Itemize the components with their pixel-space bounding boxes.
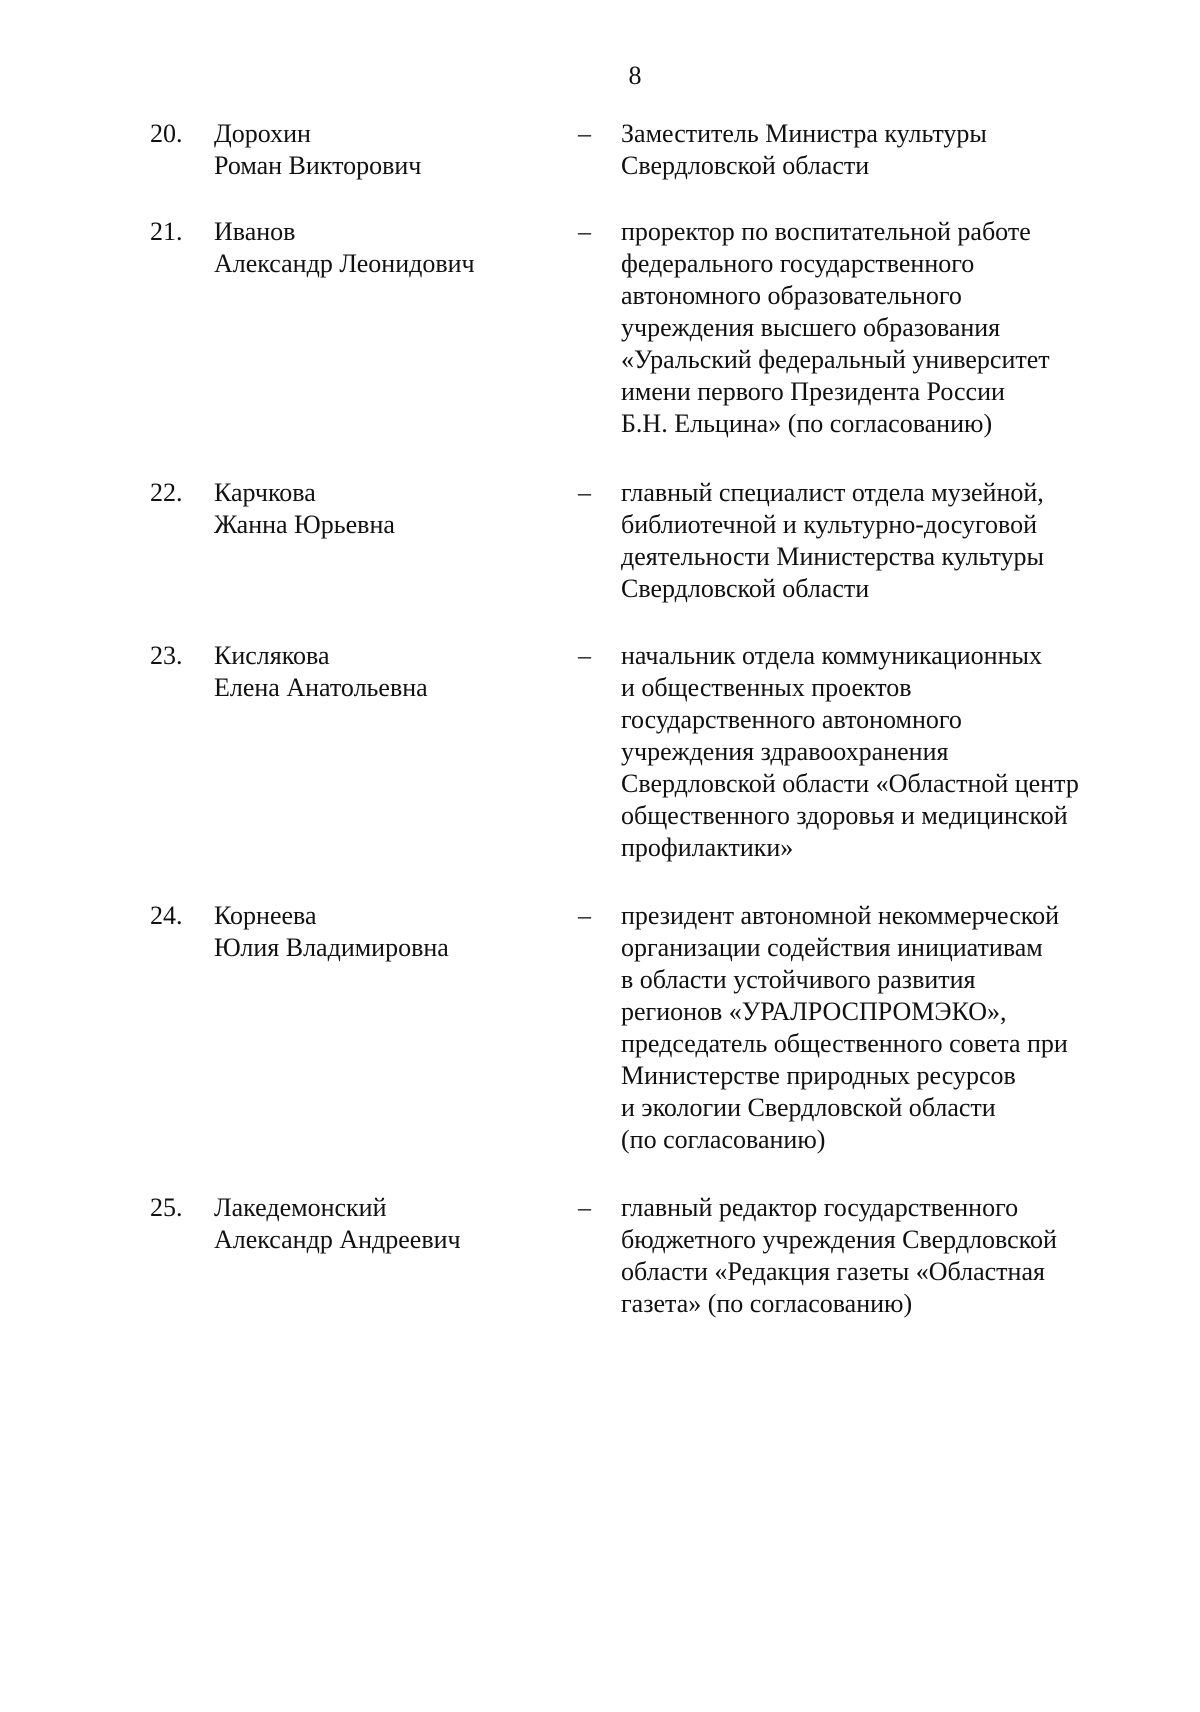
member-surname: Лакедемонский — [214, 1193, 387, 1222]
member-name — [214, 477, 544, 541]
dash-separator: – — [578, 478, 591, 507]
position-line: автономного образовательного — [621, 281, 962, 310]
position-line: библиотечной и культурно-досуговой — [621, 510, 1037, 539]
position-line: общественного здоровья и медицинской — [621, 801, 1068, 830]
entry-number: 24. — [150, 901, 183, 930]
page-number: 8 — [628, 61, 642, 90]
member-position — [621, 216, 1141, 440]
position-line: имени первого Президента России — [621, 377, 1005, 406]
member-surname: Карчкова — [214, 478, 316, 507]
member-name — [214, 900, 544, 964]
member-given-names: Александр Леонидович — [214, 249, 475, 278]
member-position — [621, 118, 1141, 182]
position-line: (по согласованию) — [621, 1125, 826, 1154]
entry-number: 20. — [150, 119, 183, 148]
member-name — [214, 216, 544, 280]
entry-number: 23. — [150, 641, 183, 670]
entry-number: 22. — [150, 478, 183, 507]
dash-separator: – — [578, 901, 591, 930]
position-line: главный редактор государственного — [621, 1193, 1019, 1222]
entry-number: 21. — [150, 217, 183, 246]
position-line: бюджетного учреждения Свердловской — [621, 1225, 1057, 1254]
position-line: Свердловской области — [621, 574, 870, 603]
member-surname: Иванов — [214, 217, 296, 246]
entry-number: 25. — [150, 1193, 183, 1222]
position-line: профилактики» — [621, 833, 794, 862]
position-line: и экологии Свердловской области — [621, 1093, 996, 1122]
position-line: деятельности Министерства культуры — [621, 542, 1044, 571]
position-line: президент автономной некоммерческой — [621, 901, 1059, 930]
list-item — [0, 216, 1200, 477]
position-line: проректор по воспитательной работе — [621, 217, 1031, 246]
position-line: учреждения высшего образования — [621, 313, 1001, 342]
member-name — [214, 640, 544, 704]
list-item — [0, 640, 1200, 900]
member-position — [621, 640, 1141, 864]
position-line: Свердловской области «Областной центр — [621, 769, 1079, 798]
member-surname: Дорохин — [214, 119, 311, 148]
list-item — [0, 1192, 1200, 1332]
dash-separator: – — [578, 217, 591, 246]
position-line: главный специалист отдела музейной, — [621, 478, 1044, 507]
position-line: председатель общественного совета при — [621, 1029, 1068, 1058]
position-line: федерального государственного — [621, 249, 975, 278]
position-line: Заместитель Министра культуры — [621, 119, 987, 148]
position-line: Министерстве природных ресурсов — [621, 1061, 1016, 1090]
position-line: регионов «УРАЛРОСПРОМЭКО», — [621, 997, 1007, 1026]
list-item — [0, 477, 1200, 640]
member-list — [0, 118, 1200, 1332]
position-line: и общественных проектов — [621, 673, 912, 702]
dash-separator: – — [578, 641, 591, 670]
member-given-names: Жанна Юрьевна — [214, 510, 395, 539]
member-given-names: Александр Андреевич — [214, 1225, 461, 1254]
member-position — [621, 1192, 1141, 1320]
list-item — [0, 900, 1200, 1192]
position-line: учреждения здравоохранения — [621, 737, 949, 766]
member-position — [621, 477, 1141, 605]
member-surname: Кислякова — [214, 641, 330, 670]
list-item — [0, 118, 1200, 216]
member-given-names: Роман Викторович — [214, 151, 422, 180]
member-given-names: Елена Анатольевна — [214, 673, 428, 702]
position-line: начальник отдела коммуникационных — [621, 641, 1042, 670]
position-line: Свердловской области — [621, 151, 870, 180]
position-line: государственного автономного — [621, 705, 962, 734]
member-surname: Корнеева — [214, 901, 317, 930]
member-name — [214, 1192, 544, 1256]
dash-separator: – — [578, 1193, 591, 1222]
position-line: области «Редакция газеты «Областная — [621, 1257, 1045, 1286]
member-given-names: Юлия Владимировна — [214, 933, 449, 962]
position-line: «Уральский федеральный университет — [621, 345, 1050, 374]
position-line: Б.Н. Ельцина» (по согласованию) — [621, 409, 993, 438]
dash-separator: – — [578, 119, 591, 148]
position-line: в области устойчивого развития — [621, 965, 976, 994]
member-name — [214, 118, 544, 182]
position-line: газета» (по согласованию) — [621, 1289, 913, 1318]
position-line: организации содействия инициативам — [621, 933, 1043, 962]
member-position — [621, 900, 1141, 1156]
